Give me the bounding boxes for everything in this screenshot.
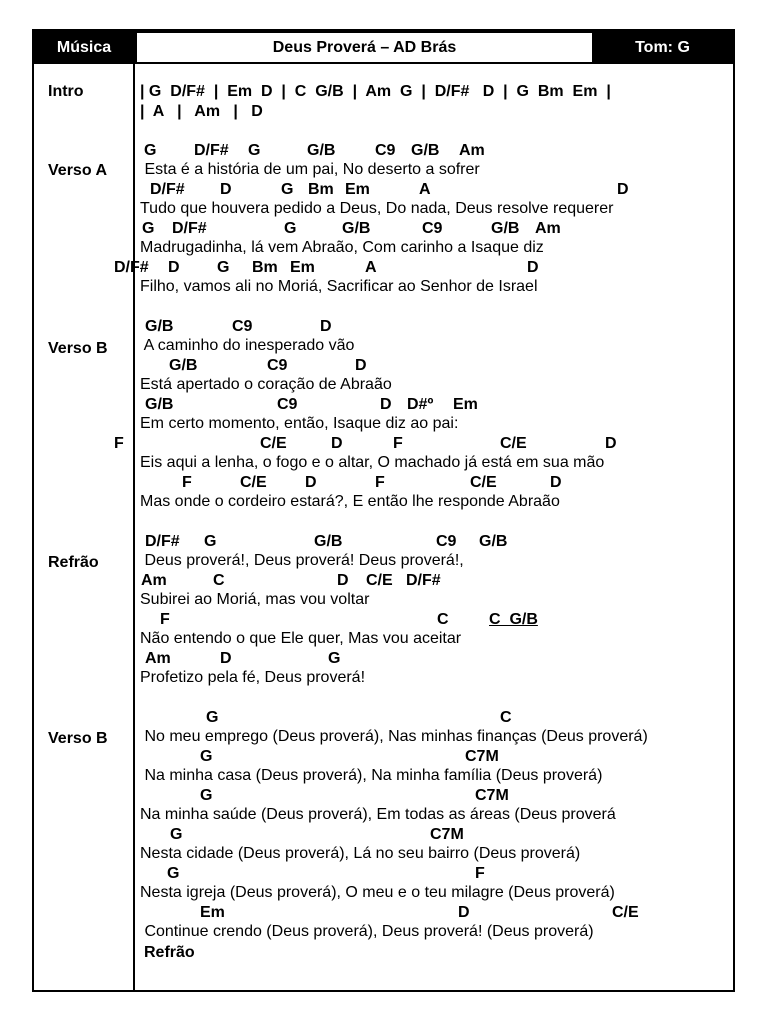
chord: Am (145, 650, 171, 667)
chord: D/F# (406, 572, 441, 589)
lyric-line: Está apertado o coração de Abraão (140, 376, 392, 393)
chord: G (167, 865, 180, 882)
chord: D#º (407, 396, 434, 413)
chord: D (605, 435, 617, 452)
lyric-line: Não entendo o que Ele quer, Mas vou aceitar (140, 630, 462, 647)
chord: G (200, 787, 213, 804)
song-title: Deus Proverá – AD Brás (137, 33, 592, 62)
lyric-line: Subirei ao Moriá, mas vou voltar (140, 591, 370, 608)
chord: Am (535, 220, 561, 237)
chord: Bm (308, 181, 334, 198)
chord: F (114, 435, 124, 452)
lyric-line: Na minha saúde (Deus proverá), Em todas as áreas (Deus proverá (140, 806, 616, 823)
chord: C/E (240, 474, 267, 491)
lyric-line: Tudo que houvera pedido a Deus, Do nada, Deus resolve requerer (140, 200, 614, 217)
column-divider (133, 64, 135, 990)
lyric-line: Profetizo pela fé, Deus proverá! (140, 669, 366, 686)
chord: C (437, 611, 449, 628)
musica-label: Música (56, 39, 112, 56)
section-label-verso-a: Verso A (48, 162, 107, 179)
lyric-line: Mas onde o cordeiro estará?, E então lhe responde Abraão (140, 493, 560, 510)
lyric-line: Nesta cidade (Deus proverá), Lá no seu bairro (Deus proverá) (140, 845, 581, 862)
chord: C/E (366, 572, 393, 589)
chord: C G/B (489, 611, 538, 628)
chord: D/F# (150, 181, 185, 198)
chord: G (328, 650, 341, 667)
chord: C9 (267, 357, 288, 374)
chord: C/E (612, 904, 639, 921)
key-label: Tom: G (635, 39, 690, 56)
chord: C9 (277, 396, 298, 413)
chord: Bm (252, 259, 278, 276)
chord: C9 (375, 142, 396, 159)
chord: D (527, 259, 539, 276)
header-bar (34, 31, 733, 64)
chord: C (500, 709, 512, 726)
chord: F (475, 865, 485, 882)
chord: Am (141, 572, 167, 589)
chord: D (458, 904, 470, 921)
chord: D (320, 318, 332, 335)
chord: G (170, 826, 183, 843)
chord: C (213, 572, 225, 589)
lyric-line: Filho, vamos ali no Moriá, Sacrificar ao Senhor de Israel (140, 278, 538, 295)
lyric-line: Deus proverá!, Deus proverá! Deus proverá!, (140, 552, 464, 569)
chord: C7M (475, 787, 509, 804)
chord: G (142, 220, 155, 237)
lyric-line: A caminho do inesperado vão (140, 337, 355, 354)
chord: D/F# (114, 259, 149, 276)
chord: C/E (500, 435, 527, 452)
lyric-line: Eis aqui a lenha, o fogo e o altar, O machado já está em sua mão (140, 454, 605, 471)
chord: D (220, 181, 232, 198)
chord: G (204, 533, 217, 550)
chord: C7M (430, 826, 464, 843)
section-label-verso-b: Verso B (48, 340, 108, 357)
chord: A (419, 181, 431, 198)
section-label-refrao: Refrão (48, 554, 99, 571)
chord: D (331, 435, 343, 452)
chord: G/B (145, 396, 174, 413)
section-label-verso-b-2: Verso B (48, 730, 108, 747)
chord: D/F# (172, 220, 207, 237)
chord: G (284, 220, 297, 237)
chord: F (375, 474, 385, 491)
chord: D (337, 572, 349, 589)
lyric-line: Na minha casa (Deus proverá), Na minha família (Deus proverá) (140, 767, 603, 784)
end-refrao-label: Refrão (144, 944, 195, 961)
chord: C/E (260, 435, 287, 452)
chord: D/F# (145, 533, 180, 550)
chord: G/B (169, 357, 198, 374)
section-label-intro: Intro (48, 83, 84, 100)
chord: D (220, 650, 232, 667)
chord: F (160, 611, 170, 628)
lyric-line: No meu emprego (Deus proverá), Nas minhas finanças (Deus proverá) (140, 728, 648, 745)
chord: D (617, 181, 629, 198)
chord: G (200, 748, 213, 765)
chord: D (380, 396, 392, 413)
chord: C9 (436, 533, 457, 550)
chord: G (144, 142, 157, 159)
chord: G/B (411, 142, 440, 159)
chord: D (355, 357, 367, 374)
chord: C/E (470, 474, 497, 491)
chord: Em (453, 396, 478, 413)
chord: C9 (232, 318, 253, 335)
chord: F (182, 474, 192, 491)
chord: G/B (342, 220, 371, 237)
chord: D (168, 259, 180, 276)
lyric-line: Em certo momento, então, Isaque diz ao pai: (140, 415, 459, 432)
chord: D (550, 474, 562, 491)
chord: G (281, 181, 294, 198)
chord: D (305, 474, 317, 491)
chord: F (393, 435, 403, 452)
chord: C9 (422, 220, 443, 237)
chord: G (217, 259, 230, 276)
chord: G (248, 142, 261, 159)
chord: C7M (465, 748, 499, 765)
intro-chords-line-2: | A | Am | D (140, 103, 263, 120)
chord: Am (459, 142, 485, 159)
chord: G/B (491, 220, 520, 237)
chord: Em (200, 904, 225, 921)
lyric-line: Madrugadinha, lá vem Abraão, Com carinho a Isaque diz (140, 239, 544, 256)
chord: Em (345, 181, 370, 198)
lyric-line: Esta é a história de um pai, No deserto a sofrer (140, 161, 480, 178)
chord: G/B (307, 142, 336, 159)
intro-chords-line-1: | G D/F# | Em D | C G/B | Am G | D/F# D | G Bm Em | (140, 83, 611, 100)
chord: D/F# (194, 142, 229, 159)
chord: G/B (479, 533, 508, 550)
chord: G (206, 709, 219, 726)
chord-sheet (32, 29, 735, 992)
lyric-line: Continue crendo (Deus proverá), Deus proverá! (Deus proverá) (140, 923, 594, 940)
chord: Em (290, 259, 315, 276)
chord: G/B (314, 533, 343, 550)
chord: G/B (145, 318, 174, 335)
chord: A (365, 259, 377, 276)
lyric-line: Nesta igreja (Deus proverá), O meu e o teu milagre (Deus proverá) (140, 884, 615, 901)
